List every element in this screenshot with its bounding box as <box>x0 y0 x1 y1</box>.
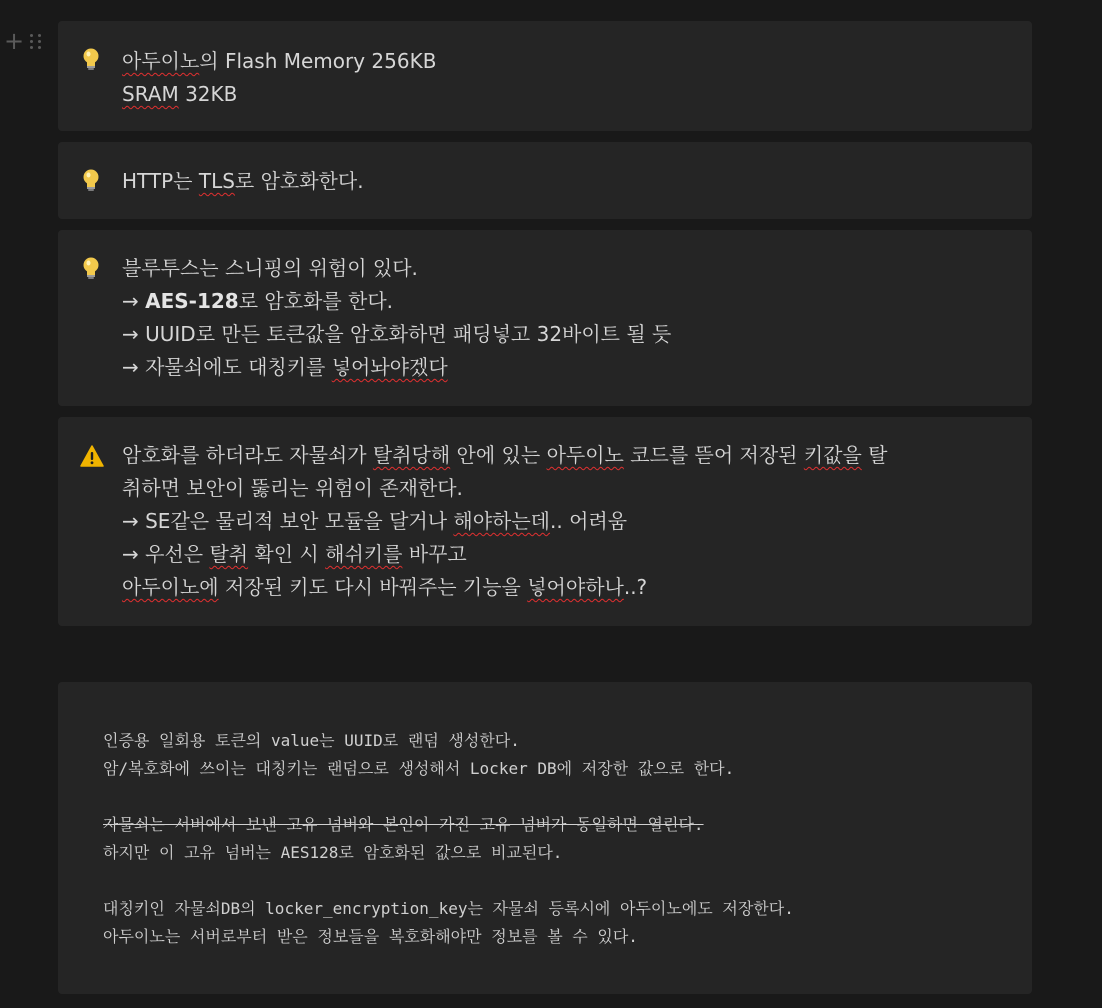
callout-line: → SE같은 물리적 보안 모듈을 달거나 해야하는데.. 어려움 <box>122 509 628 533</box>
callout-http[interactable] <box>58 142 1032 219</box>
code-line <box>103 867 1032 895</box>
drag-handle-icon[interactable] <box>30 32 42 51</box>
callout-line: → 우선은 탈취 확인 시 해쉬키를 바꾸고 <box>122 542 467 566</box>
callout-text[interactable] <box>122 439 1032 604</box>
callout-text[interactable] <box>122 252 1032 384</box>
callout-line: 취하면 보안이 뚫리는 위험이 존재한다. <box>122 476 463 500</box>
code-line: 암/복호화에 쓰이는 대칭키는 랜덤으로 생성해서 Locker DB에 저장한 값으로 한다. <box>103 759 735 778</box>
callout-line: 아두이노에 저장된 키도 다시 바꿔주는 기능을 넣어야하나..? <box>122 575 648 599</box>
callout-text[interactable] <box>122 45 1032 111</box>
code-line <box>103 783 1032 811</box>
lightbulb-icon <box>80 47 102 71</box>
callout-line: HTTP는 TLS로 암호화한다. <box>122 169 364 193</box>
callout-memory[interactable] <box>58 21 1032 131</box>
code-line: 대칭키인 자물쇠DB의 locker_encryption_key는 자물쇠 등록시에 아두이노에도 저장한다. <box>103 899 794 918</box>
code-line-strikethrough: 자물쇠는 서버에서 보낸 고유 넘버와 본인이 가진 고유 넘버가 동일하면 열린다. <box>103 815 704 834</box>
code-line: 하지만 이 고유 넘버는 AES128로 암호화된 값으로 비교된다. <box>103 843 563 862</box>
lightbulb-icon <box>80 168 102 192</box>
callout-warning[interactable] <box>58 417 1032 626</box>
add-block-button[interactable]: + <box>4 27 25 55</box>
callout-line: 아두이노의 Flash Memory 256KB <box>122 49 437 73</box>
callout-line: SRAM 32KB <box>122 82 238 106</box>
code-line: 인증용 일회용 토큰의 value는 UUID로 랜덤 생성한다. <box>103 731 520 750</box>
code-block[interactable] <box>58 682 1032 994</box>
callout-line: 블루투스는 스니핑의 위험이 있다. <box>122 256 418 280</box>
code-line: 아두이노는 서버로부터 받은 정보들을 복호화해야만 정보를 볼 수 있다. <box>103 927 638 946</box>
callout-line: → AES-128로 암호화를 한다. <box>122 289 394 313</box>
callout-line: 암호화를 하더라도 자물쇠가 탈취당해 안에 있는 아두이노 코드를 뜯어 저장된 키값을 탈 <box>122 443 888 467</box>
block-handle <box>4 27 42 55</box>
callout-bluetooth[interactable] <box>58 230 1032 406</box>
warning-icon <box>80 445 102 469</box>
callout-line: → UUID로 만든 토큰값을 암호화하면 패딩넣고 32바이트 될 듯 <box>122 322 672 346</box>
callout-text[interactable] <box>122 165 1032 198</box>
lightbulb-icon <box>80 256 102 280</box>
callout-line: → 자물쇠에도 대칭키를 넣어놔야겠다 <box>122 355 448 379</box>
